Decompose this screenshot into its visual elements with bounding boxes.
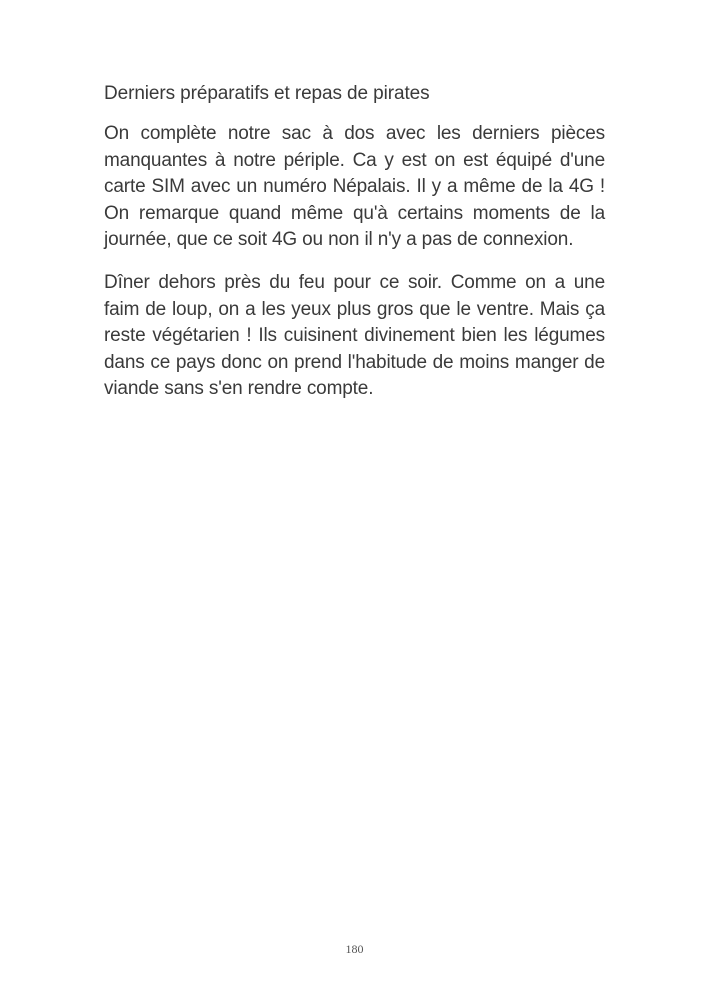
- paragraph-sim-card: On complète notre sac à dos avec les derniers pièces manquantes à notre périple. Ca y est on est équipé d'une carte SIM avec un numéro Népalais. Il y a même de la 4G ! On remarque quand même qu'à certains moments de la journée, que ce soit 4G ou non il n'y a pas de connexion.: [104, 123, 605, 251]
- paragraph-dinner: Dîner dehors près du feu pour ce soir. Comme on a une faim de loup, on a les yeux plus gros que le ventre. Mais ça reste végétarien ! Ils cuisinent divinement bien les légumes dans ce pays donc on prend l'habitude de moins manger de viande sans s'en rendre compte.: [104, 271, 605, 400]
- page-number: 180: [345, 942, 364, 956]
- page-content: [104, 80, 605, 419]
- section-heading: Derniers préparatifs et repas de pirates: [104, 83, 430, 104]
